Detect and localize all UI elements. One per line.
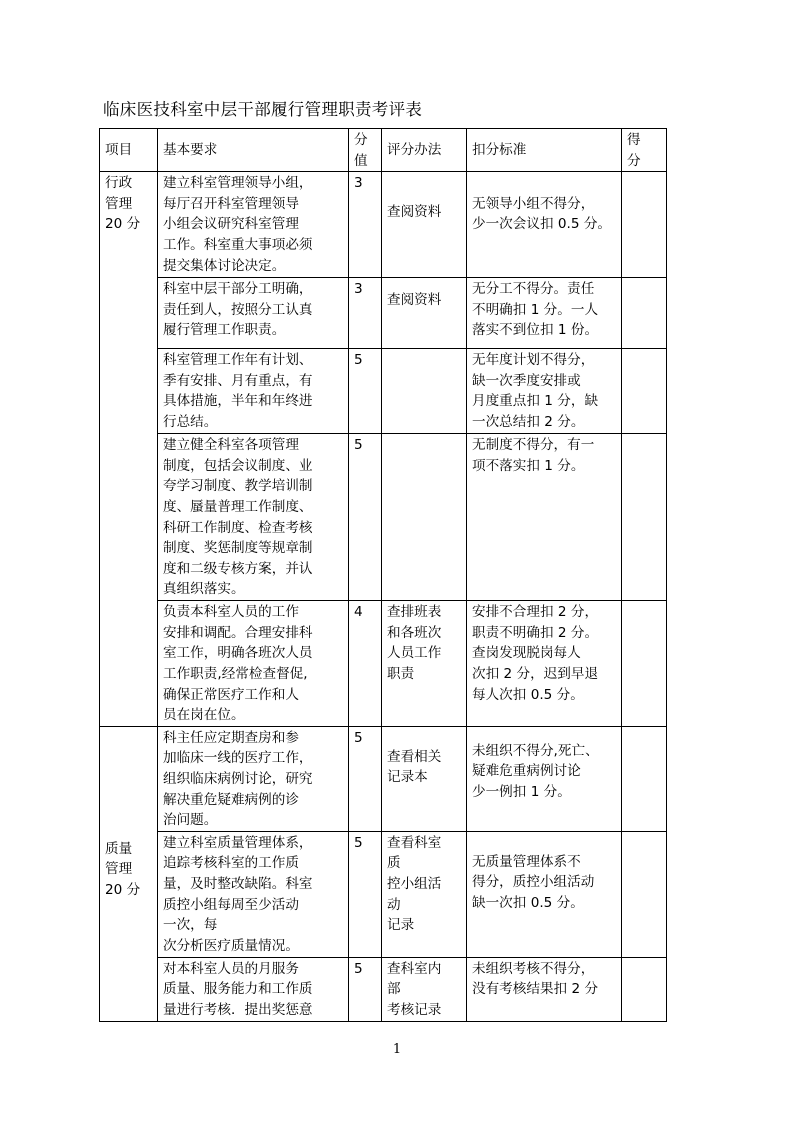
score-cell: 3 [349, 172, 382, 278]
score-cell: 5 [349, 349, 382, 434]
method-cell: 查阅资料 [382, 278, 467, 349]
requirement-cell: 建立健全科室各项管理 制度，包括会议制度、业 夸学习制度、教学培训制 度、蜃量普理工作制度、 科研工作制度、检查考核 制度、奖惩制度等规章制 度和二级专核方案，并认 真组织落实。 [158, 434, 349, 601]
header-item: 项目 [100, 129, 158, 172]
method-cell: 查排班表 和各班次 人员工作 职责 [382, 601, 467, 727]
score-cell: 5 [349, 831, 382, 957]
header-deduction: 扣分标准 [467, 129, 622, 172]
table-row [100, 831, 667, 957]
requirement-cell: 负责本科室人员的工作 安排和调配。合理安排科 室工作，明确各班次人员 工作职责,经常检查督促, 确保正常医疗工作和人 员在岗在位。 [158, 601, 349, 727]
requirement-cell: 对本科室人员的月服务 质量、服务能力和工作质 量进行考核．提出奖惩意 [158, 957, 349, 1021]
got-cell [622, 726, 667, 831]
page-number: 1 [392, 1042, 402, 1057]
table-row [100, 172, 667, 278]
method-cell [382, 349, 467, 434]
deduction-cell: 无领导小组不得分， 少一次会议扣 0.5 分。 [467, 172, 622, 278]
got-cell [622, 957, 667, 1021]
got-cell [622, 172, 667, 278]
requirement-cell: 科室中层干部分工明确， 责任到人，按照分工认真 履行管理工作职责。 [158, 278, 349, 349]
header-row [100, 129, 667, 172]
deduction-cell: 无年度计划不得分， 缺一次季度安排或 月度重点扣 1 分，缺 一次总结扣 2 分。 [467, 349, 622, 434]
deduction-cell: 安排不合理扣 2 分， 职责不明确扣 2 分。 查岗发现脱岗每人 次扣 2 分，迟到早退 每人次扣 0.5 分。 [467, 601, 622, 727]
deduction-cell: 无制度不得分，有一 项不落实扣 1 分。 [467, 434, 622, 601]
header-requirement: 基本要求 [158, 129, 349, 172]
table-row [100, 957, 667, 1021]
score-cell: 5 [349, 434, 382, 601]
deduction-cell: 未组织不得分,死亡、 疑难危重病例讨论 少一例扣 1 分。 [467, 726, 622, 831]
table-row [100, 601, 667, 727]
requirement-cell: 建立科室质量管理体系， 追踪考核科室的工作质 量，及时整改缺陷。科室 质控小组每周至少活动 一次，每 次分析医疗质量情况。 [158, 831, 349, 957]
table-row [100, 349, 667, 434]
got-cell [622, 831, 667, 957]
method-cell: 查看科室 质 控小组活 动 记录 [382, 831, 467, 957]
score-cell: 4 [349, 601, 382, 727]
method-cell: 查看相关 记录本 [382, 726, 467, 831]
got-cell [622, 278, 667, 349]
deduction-cell: 无分工不得分。责任 不明确扣 1 分。一人 落实不到位扣 1 份。 [467, 278, 622, 349]
requirement-cell: 科主任应定期查房和参 加临床一线的医疗工作， 组织临床病例讨论，研究 解决重危疑难病例的诊 治问题。 [158, 726, 349, 831]
method-cell: 查科室内 部 考核记录 [382, 957, 467, 1021]
header-method: 评分办法 [382, 129, 467, 172]
header-score: 分 值 [349, 129, 382, 172]
table-row [100, 726, 667, 831]
table-row [100, 278, 667, 349]
deduction-cell: 未组织考核不得分， 没有考核结果扣 2 分 [467, 957, 622, 1021]
method-cell: 查阅资料 [382, 172, 467, 278]
section-label-quality: 质量 管理 20 分 [100, 726, 158, 1021]
requirement-cell: 科室管理工作年有计划、 季有安排、月有重点，有 具体措施，半年和年终进 行总结。 [158, 349, 349, 434]
table-row [100, 434, 667, 601]
got-cell [622, 601, 667, 727]
evaluation-table [99, 128, 667, 1022]
got-cell [622, 434, 667, 601]
document-title: 临床医技科室中层干部履行管理职责考评表 [103, 100, 423, 119]
score-cell: 3 [349, 278, 382, 349]
header-got: 得 分 [622, 129, 667, 172]
score-cell: 5 [349, 726, 382, 831]
section-label-admin: 行政 管理 20 分 [100, 172, 158, 727]
requirement-cell: 建立科室管理领导小组， 每厅召开科室管理领导 小组会议研究科室管理 工作。科室重大事项必须 提交集体讨论决定。 [158, 172, 349, 278]
got-cell [622, 349, 667, 434]
score-cell: 5 [349, 957, 382, 1021]
method-cell [382, 434, 467, 601]
deduction-cell: 无质量管理体系不 得分，质控小组活动 缺一次扣 0.5 分。 [467, 831, 622, 957]
